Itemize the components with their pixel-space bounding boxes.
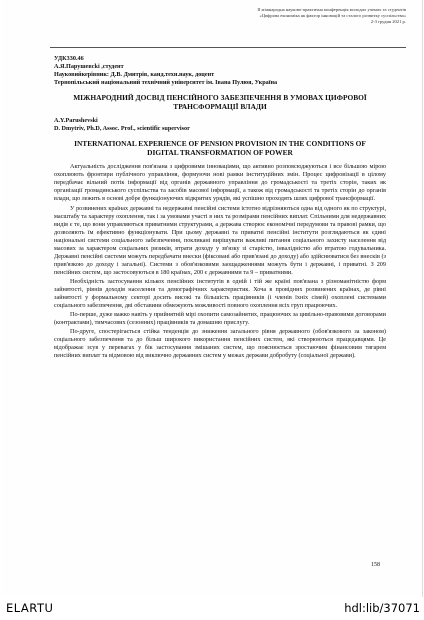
page-number: 158 — [371, 562, 380, 568]
article-meta-en — [54, 117, 386, 133]
supervisor-en: D. Dmytriv, Ph.D, Assoc. Prof., scientific supervisor — [54, 125, 190, 133]
handle-link[interactable]: hdl:lib/37071 — [344, 601, 420, 615]
supervisor-ua: Науковийкерівник: Д.В. Дмитрів, канд.техн.наук, доцент — [54, 71, 215, 79]
header-divider — [50, 47, 406, 48]
paragraph: У розвинених країнах державні та недержавні пенсійні системи істотно відрізняються одна від одного як по структурі, масштабу та характеру охоплення, так і за умовами участі в них та розмірами пенсійних виплат. Спільними для недержавних видів є те, що вони управляються приватними структурами, а держава створює економічні передумови та правові рамки, що дозволяють їм ефективно функціонувати. При цьому державні та приватні пенсійні інститути розглядаються як єдині національні системи соціального забезпечення, покликані вирішувати важливі питання соціального захисту населення від масових за характером соціальних ризиків, втрати доходу у зв'язку зі старістю, інвалідністю або втратою годувальника. Державні пенсійні системи можуть передбачати внески (фіксовані або прив'язані до доходу) або здійснюватися без внесків (з прив'язкою до доходу і загальні). Системи з обов'язковими заощадженнями можуть бути і державні, і приватні. З 209 пенсійних систем, що застосовуються в 180 країнах, 200 є державними та 9 – приватними. — [54, 204, 386, 276]
paragraph: По-перше, дуже важко навіть у прийнятній мірі охопити самозайнятих, працюючих за цивільно-правовими договорами (контрактами), тимчасових (сезонних) працівників та домашню прислугу. — [54, 311, 386, 327]
repository-name: ELARTU — [6, 601, 54, 615]
title-en: INTERNATIONAL EXPERIENCE OF PENSION PROVISION IN THE CONDITIONS OF DIGITAL TRANSFORMATION OF POWER — [74, 139, 366, 158]
header-conference-title: «Цифрова економіка як фактор інновацій та сталого розвитку суспільства» — [259, 13, 406, 18]
article-body — [54, 55, 386, 361]
repository-footer — [0, 597, 424, 620]
paragraph: По-друге, спостерігається стійка тенденція до зниження загального рівня державного (обов'язкового за законом) соціального забезпечення та до більш широкого використання пенсійних систем, які створюються працедавцями. Це відображає зсув у перевагах у бік застосування змішаних систем, що пояснюється зростаючим фінансовим тягарем пенсійних виплат та відмовою від виключно державних систем у межах держави добробуту (соціальної держави). — [54, 328, 386, 360]
author-en: A.Y.Parushevski — [54, 117, 98, 125]
title-ua: МІЖНАРОДНИЙ ДОСВІД ПЕНСІЙНОГО ЗАБЕЗПЕЧЕННЯ В УМОВАХ ЦИФРОВОЇ ТРАНСФОРМАЦІЇ ВЛАДИ — [73, 93, 367, 112]
running-header — [146, 7, 406, 25]
university-ua: Тернопільський національний технічний університет ім. Івана Пулюя, Україна — [54, 79, 278, 87]
article-meta — [54, 55, 386, 87]
paragraph: Актуальність дослідження пов'язана з цифровими інноваціями, що активно розповсюджуються і все більшою мірою охоплюють фронтири публічного управління, формуючи нові рамки інституційних змін. Процес цифровізації в цілому передбачає вільний потік інформації від органів державного управління до громадськості та третіх сторін, таких як організації громадянського суспільства та засобів масової інформації, а також від громадськості та третіх сторін до органів влади, що лежить в основі добре функціонуючих відкритих урядів, які успішно проходять шлях цифрової трансформації. — [54, 163, 386, 203]
udc-code: УДК330.46 — [54, 55, 84, 62]
document-page — [2, 0, 423, 597]
author-ua: А.Я.Парушевсkі ,студент — [54, 63, 124, 71]
header-conference-line: ІІ міжнародна науково-практична конференція молодих учених та студентів — [257, 7, 406, 12]
header-date: 2-3 грудня 2021 р. — [370, 19, 406, 24]
paragraph: Необхідність застосування кількох пенсійних інститутів в одній і тій же країні пов'язана з різноманітністю форм зайнятості, рівнів доходів населення та демографічних характеристик. Хоча в провідних розвинених країнах, де рівні зайнятості у формальному секторі досить високі та більшість працівників (і членів їхніх сімей) охоплені системами соціального забезпечення, дві обставини обмежують можливості повного охоплення всіх груп працюючих. — [54, 277, 386, 310]
